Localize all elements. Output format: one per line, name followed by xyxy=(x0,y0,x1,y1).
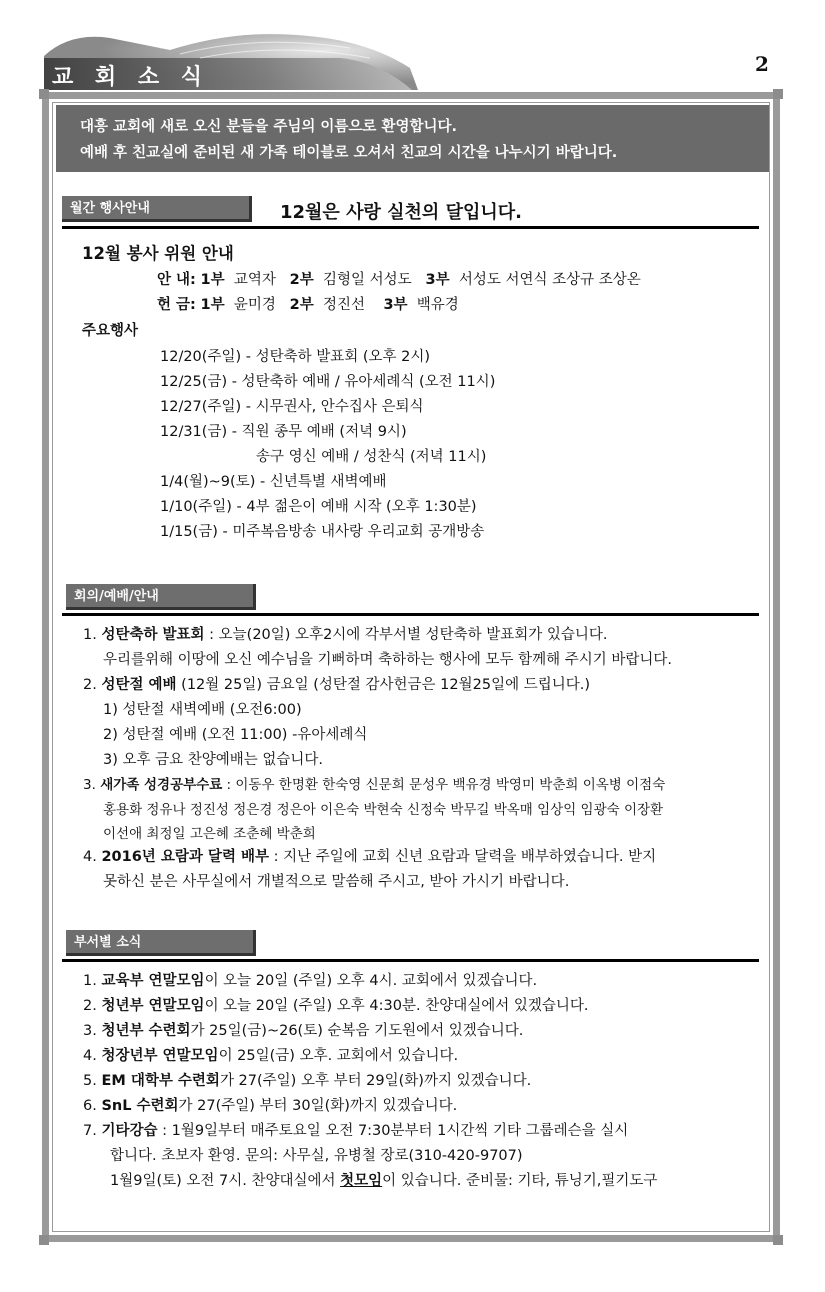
event-item: 12/20(주일) - 성탄축하 발표회 (오후 2시) xyxy=(160,349,431,365)
offering-part: 3부 xyxy=(383,297,408,313)
meeting-item xyxy=(83,773,665,793)
meeting-item xyxy=(83,845,656,866)
section-divider xyxy=(62,613,759,616)
section-divider xyxy=(62,226,759,229)
item-title: 청년부 연말모임 xyxy=(101,998,205,1014)
item-text: : 지난 주일에 교회 신년 요람과 달력을 배부하였습니다. 받지 xyxy=(269,849,657,865)
item-number: 4. xyxy=(83,1048,97,1064)
item-text: 가 27(주일) 부터 30일(화)까지 있겠습니다. xyxy=(178,1098,458,1114)
section-tag-meeting: 회의/예배/안내 xyxy=(66,584,256,610)
meeting-subitem: 2) 성탄절 예배 (오전 11:00) -유아세례식 xyxy=(103,727,368,743)
corner-square xyxy=(773,1235,783,1245)
item-title: 새가족 성경공부수료 xyxy=(100,777,223,793)
item-text: 이 오늘 20일 (주일) 오후 4:30분. 찬양대실에서 있겠습니다. xyxy=(204,998,589,1014)
item-number: 3. xyxy=(83,777,96,793)
item-title: 교육부 연말모임 xyxy=(101,973,205,989)
meeting-subitem: 3) 오후 금요 찬양예배는 없습니다. xyxy=(103,752,324,768)
item-number: 3. xyxy=(83,1023,97,1039)
item-number: 4. xyxy=(83,849,97,865)
guide-label: 안 내: xyxy=(157,272,196,288)
dept-item xyxy=(83,969,537,990)
item-number: 2. xyxy=(83,677,97,693)
item-number: 6. xyxy=(83,1098,97,1114)
meeting-item xyxy=(83,623,607,644)
welcome-line: 예배 후 친교실에 준비된 새 가족 테이블로 오셔서 친교의 시간을 나누시기 바랍니다. xyxy=(80,145,618,161)
page-title: 교 회 소 식 xyxy=(52,65,209,90)
section-tag-dept: 부서별 소식 xyxy=(66,930,256,956)
guide-part: 3부 xyxy=(425,272,450,288)
item-number: 1. xyxy=(83,627,97,643)
dept-item-cont xyxy=(110,1169,657,1190)
guide-row xyxy=(157,268,641,289)
item-text: 이 오늘 20일 (주일) 오후 4시. 교회에서 있겠습니다. xyxy=(204,973,538,989)
offering-part: 2부 xyxy=(289,297,314,313)
events-title: 주요행사 xyxy=(82,323,139,339)
item-title: 청년부 수련회 xyxy=(101,1023,191,1039)
item-text: : 오늘(20일) 오후2시에 각부서별 성탄축하 발표회가 있습니다. xyxy=(204,627,608,643)
offering-part: 1부 xyxy=(200,297,225,313)
corner-square xyxy=(39,1235,49,1245)
offering-label: 헌 금: xyxy=(157,297,196,313)
offering-row xyxy=(157,293,459,314)
guide-value: 김형일 서성도 xyxy=(323,272,412,288)
meeting-item-cont: 우리를위해 이땅에 오신 예수님을 기뻐하며 축하하는 행사에 모두 함께해 주시기 바랍니다. xyxy=(103,652,672,668)
item-text: : 1월9일부터 매주토요일 오전 7:30분부터 1시간씩 기타 그룹레슨을 실시 xyxy=(157,1123,629,1139)
event-item: 송구 영신 예배 / 성찬식 (저녁 11시) xyxy=(256,449,487,465)
item-number: 5. xyxy=(83,1073,97,1089)
item-title: SnL 수련회 xyxy=(101,1098,179,1114)
monthly-headline: 12월은 사랑 실천의 달입니다. xyxy=(280,202,522,223)
item-text: 가 27(주일) 오후 부터 29일(화)까지 있겠습니다. xyxy=(219,1073,532,1089)
page-number: 2 xyxy=(755,52,769,76)
item-title: 기타강습 xyxy=(101,1123,158,1139)
event-item: 12/31(금) - 직원 종무 예배 (저녁 9시) xyxy=(160,424,407,440)
guide-part: 2부 xyxy=(289,272,314,288)
dept-item xyxy=(83,1069,531,1090)
item-text: (12월 25일) 금요일 (성탄절 감사헌금은 12월25일에 드립니다.) xyxy=(176,677,590,693)
event-item: 12/25(금) - 성탄축하 예배 / 유아세례식 (오전 11시) xyxy=(160,374,496,390)
dept-item xyxy=(83,1119,628,1140)
item-title: 성탄축하 발표회 xyxy=(101,627,205,643)
dept-item xyxy=(83,1044,458,1065)
corner-square xyxy=(773,89,783,99)
section-tag-monthly: 월간 행사안내 xyxy=(62,196,252,222)
dept-item xyxy=(83,1019,523,1040)
meeting-item-cont: 못하신 분은 사무실에서 개별적으로 말씀해 주시고, 받아 가시기 바랍니다. xyxy=(103,874,570,890)
item-text: 이 25일(금) 오후. 교회에서 있습니다. xyxy=(218,1048,459,1064)
item-text: 가 25일(금)~26(토) 순복음 기도원에서 있겠습니다. xyxy=(190,1023,524,1039)
guide-part: 1부 xyxy=(200,272,225,288)
welcome-box xyxy=(56,105,769,172)
guide-value: 교역자 xyxy=(233,272,276,288)
item-text: 1월9일(토) 오전 7시. 찬양대실에서 xyxy=(110,1173,341,1189)
item-title: 성탄절 예배 xyxy=(101,677,177,693)
offering-value: 윤미경 xyxy=(233,297,276,313)
guide-value: 서성도 서연식 조상규 조상온 xyxy=(458,272,641,288)
offering-value: 백유경 xyxy=(416,297,459,313)
meeting-item-cont: 이선애 최정일 고은혜 조춘혜 박춘희 xyxy=(103,826,316,842)
offering-value: 정진선 xyxy=(323,297,366,313)
item-number: 7. xyxy=(83,1123,97,1139)
event-item: 1/15(금) - 미주복음방송 내사랑 우리교회 공개방송 xyxy=(160,524,485,540)
item-number: 2. xyxy=(83,998,97,1014)
welcome-line: 대흥 교회에 새로 오신 분들을 주님의 이름으로 환영합니다. xyxy=(80,119,458,135)
item-number: 1. xyxy=(83,973,97,989)
volunteer-title: 12월 봉사 위원 안내 xyxy=(82,244,234,263)
event-item: 12/27(주일) - 시무권사, 안수집사 은퇴식 xyxy=(160,399,424,415)
dept-item xyxy=(83,994,589,1015)
meeting-subitem: 1) 성탄절 새벽예배 (오전6:00) xyxy=(103,702,302,718)
meeting-item xyxy=(83,673,590,694)
item-title: 청장년부 연말모임 xyxy=(101,1048,219,1064)
item-highlight: 첫모임 xyxy=(340,1173,383,1189)
event-item: 1/10(주일) - 4부 젊은이 예배 시작 (오후 1:30분) xyxy=(160,499,477,515)
meeting-item-cont: 홍용화 정유나 정진성 정은경 정은아 이은숙 박현숙 신정숙 박무길 박옥매 임상익 임광숙 이장환 xyxy=(103,802,664,818)
item-title: 2016년 요람과 달력 배부 xyxy=(101,849,270,865)
item-text: 이 있습니다. 준비물: 기타, 튜닝기,필기도구 xyxy=(382,1173,658,1189)
event-item: 1/4(월)~9(토) - 신년특별 새벽예배 xyxy=(160,474,387,490)
dept-item xyxy=(83,1094,457,1115)
section-divider xyxy=(62,959,759,962)
item-title: EM 대학부 수련회 xyxy=(101,1073,220,1089)
corner-square xyxy=(39,89,49,99)
dept-item-cont: 합니다. 초보자 환영. 문의: 사무실, 유병철 장로(310-420-9707) xyxy=(110,1148,523,1164)
item-text: : 이동우 한명환 한숙영 신문희 문성우 백유경 박영미 박춘희 이옥병 이점숙 xyxy=(222,777,666,793)
